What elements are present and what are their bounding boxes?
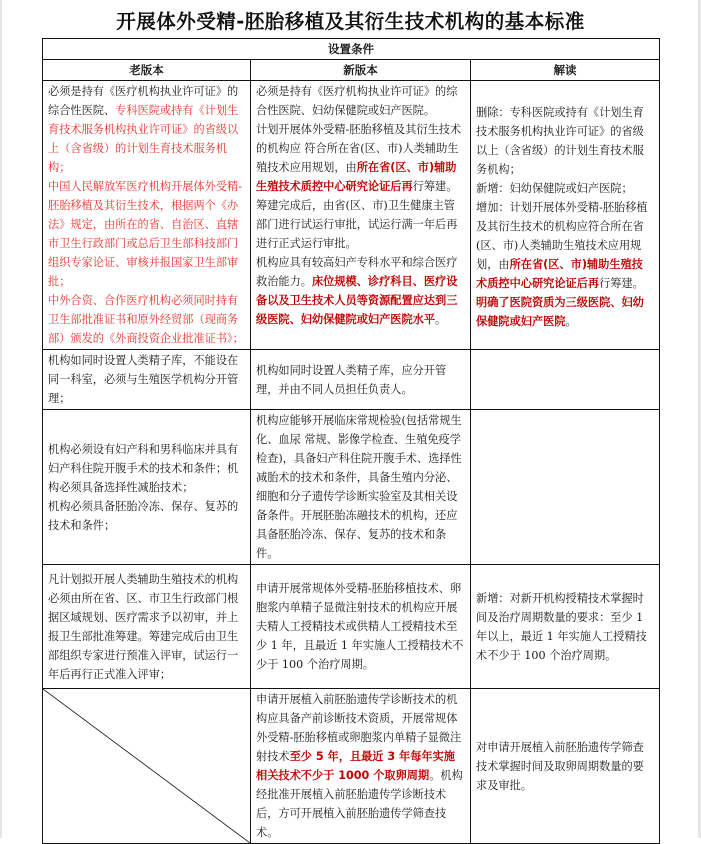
cell-old [43,81,251,350]
cell-note [471,689,660,844]
page-edge-left [0,0,2,838]
text-segment: 计划开展体外受精-胚胎移植及其衍生技术的机构应 符合所在省(区、市)人类辅助生殖技术应用规划，由 [256,123,462,174]
group-header-cell: 设置条件 [43,39,660,60]
text-segment: 。机构经批准开展植入前胚胎遗传学诊断技术后，方可开展植入前胚胎遗传学筛查技术。 [256,769,463,839]
text-segment-highlight: 所在省(区、市)辅助生殖技术质控中心研究论证后再 [256,161,457,193]
table-row [43,689,660,844]
cell-old-empty-diagonal [43,689,251,844]
text-segment: 机构应具有较高妇产专科水平和综合医疗救治能力。 [256,256,458,288]
table-row [43,410,660,565]
text-paragraph-red: 中国人民解放军医疗机构开展体外受精-胚胎移植及其衍生技术，根据两个《办法》规定，由所在的省、自治区、直辖市卫生行政部门或总后卫生部科技部门组织专家论证、审核并报国家卫生部审批； [48,180,242,288]
text-segment: 。 [565,315,577,328]
text-segment-highlight: 明确了医院资质为三级医院、妇幼保健院或妇产医院 [476,296,644,328]
table-row [43,565,660,689]
cell-new [251,81,471,350]
group-header-row [43,39,660,60]
text-paragraph: 新增：对新开机构授精技术掌握时间及治疗周期数量的要求：至少 1 年以上，最近 1 年实施人工授精技术不少于 100 个治疗周期。 [476,591,647,662]
cell-note [471,81,660,350]
text-segment: 行筹建。筹建完成后，由省(区、市)卫生健康主管部门进行试运行审批，试运行满一年后再进行正式运行审批。 [256,180,458,250]
diagonal-line [43,689,250,843]
text-paragraph: 机构如同时设置人类精子库，应分开管理，并由不同人员担任负责人。 [256,363,447,396]
cell-note-empty [471,410,660,565]
cell-note [471,565,660,689]
cell-old [43,565,251,689]
column-header-old: 老版本 [43,60,251,81]
cell-old [43,410,251,565]
text-paragraph: 机构应能够开展临床常规检验(包括常规生化、血尿 常规、影像学检查、生殖免疫学检查)，具备妇产科住院开腹手术、选择性减胎术的技术和条件，具备生殖内分泌、细胞和分子遗传学诊断实验室及其相关设备条件。开展胚胎冻融技术的机构，还应具备胚胎冷冻、保存、复苏的技术和条件。 [256,414,462,560]
text-segment: 必须是持有《医疗机构执业许可证》的综合性医院、 [48,85,239,117]
text-paragraph: 新增：妇幼保健院或妇产医院； [476,182,633,195]
cell-note-empty [471,350,660,410]
cell-new [251,350,471,410]
cell-new [251,410,471,565]
text-segment-highlight: 所在省(区、市)辅助生殖技术质控中心研究论证后再 [476,258,643,290]
text-paragraph: 机构必须设有妇产科和男科临床并具有妇产科住院开腹手术的技术和条件；机构必须具备选择性减胎技术； [48,442,239,494]
text-paragraph: 删除：专科医院或持有《计划生育技术服务机构执业许可证》的省级以上（含省级）的计划生育技术服务机构； [476,106,644,176]
text-paragraph: 必须是持有《医疗机构执业许可证》的综合性医院、妇幼保健院或妇产医院。 [256,85,458,117]
cell-new [251,689,471,844]
text-segment-red: 专科医院或持有《计划生育技术服务机构执业许可证》的省级以上（含省级）的计划生育技术服务机构； [48,104,239,174]
text-segment: 行筹建。 [599,277,644,290]
cell-new [251,565,471,689]
table-row [43,350,660,410]
text-paragraph: 对申请开展植入前胚胎遗传学筛查技术掌握时间及取卵周期数量的要求及审批。 [476,740,644,792]
text-paragraph: 申请开展常规体外受精-胚胎移植技术、卵胞浆内单精子显微注射技术的机构应开展夫精人工授精技术或供精人工授精技术至少 1 年，且最近 1 年实施人工授精技术不少于 100 个治疗周期。 [256,582,464,671]
text-segment-highlight: 至少 5 年，且最近 3 年每年实施相关技术不少于 1000 个取卵周期 [256,750,455,782]
text-paragraph-red: 中外合资、合作医疗机构必须同时持有卫生部批准证书和原外经贸部（现商务部）颁发的《外商投资企业批准证书》； [48,294,244,345]
column-header-new: 新版本 [251,60,471,81]
document-title: 开展体外受精-胚胎移植及其衍生技术机构的基本标准 [116,10,585,33]
text-paragraph: 机构必须具备胚胎冷冻、保存、复苏的技术和条件； [48,499,239,532]
column-header-row [43,60,660,81]
text-segment: 申请开展植入前胚胎遗传学诊断技术的机构应具备产前诊断技术资质，开展常规体外受精-胚胎移植或卵胞浆内单精子显微注射技术 [256,693,462,763]
text-paragraph: 凡计划拟开展人类辅助生殖技术的机构必须由所在省、区、市卫生行政部门根据区域规划、医疗需求予以初审，并上报卫生部批准筹建。筹建完成后由卫生部组织专家进行预准入评审，试运行一年后再行正式准入评审； [48,572,239,681]
text-paragraph: 机构如同时设置人类精子库，不能设在同一科室，必须与生殖医学机构分开管理； [48,354,239,405]
text-segment: 增加：计划开展体外受精-胚胎移植及其衍生技术的机构应符合所在省(区、市)人类辅助生殖技术应用规划，由 [476,201,648,271]
text-segment: 。 [435,313,447,326]
text-segment-highlight: 床位规模、诊疗科目、医疗设备以及卫生技术人员等资源配置应达到三级医院、妇幼保健院或妇产医院水平 [256,275,458,326]
table-row [43,81,660,350]
standards-comparison-table [42,38,660,844]
cell-old [43,350,251,410]
column-header-note: 解读 [471,60,660,81]
